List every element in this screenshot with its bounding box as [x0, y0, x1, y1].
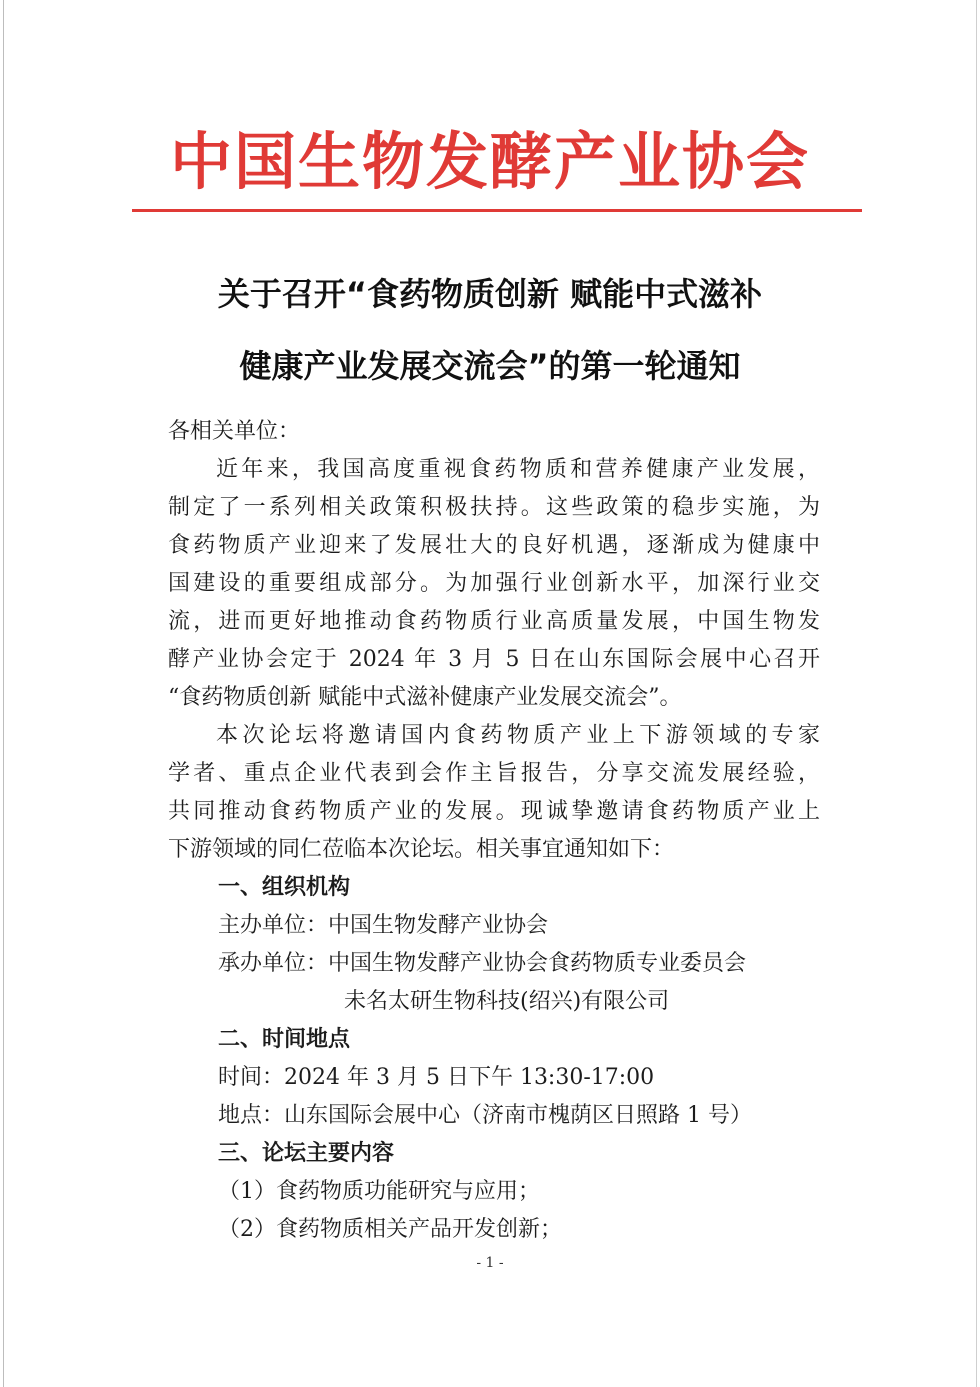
page-edge-right [976, 0, 977, 1387]
salutation: 各相关单位： [168, 419, 301, 444]
letterhead-red-rule [132, 209, 862, 212]
organizer-unit: 承办单位：中国生物发酵产业协会食药物质专业委员会 [218, 951, 747, 976]
section-3-heading: 三、论坛主要内容 [218, 1141, 395, 1166]
host-unit: 主办单位：中国生物发酵产业协会 [218, 913, 549, 938]
organizer-unit-continued: 未名太研生物科技(绍兴)有限公司 [344, 989, 670, 1014]
paragraph-1-line: 制定了一系列相关政策积极扶持。这些政策的稳步实施，为 [168, 495, 820, 520]
paragraph-2-line: 共同推动食药物质产业的发展。现诚挚邀请食药物质产业上 [168, 799, 820, 824]
forum-topic-item: （2）食药物质相关产品开发创新； [218, 1217, 562, 1242]
forum-topic-item: （1）食药物质功能研究与应用； [218, 1179, 540, 1204]
page-number: - 1 - [476, 1255, 504, 1271]
event-time: 时间：2024 年 3 月 5 日下午 13:30-17:00 [218, 1065, 655, 1090]
page-edge-left [3, 0, 4, 1387]
paragraph-1-line: 国建设的重要组成部分。为加强行业创新水平，加深行业交 [168, 571, 820, 596]
letterhead-org-name: 中国生物发酵产业协会 [169, 125, 810, 198]
paragraph-1-line: 近年来，我国高度重视食药物质和营养健康产业发展， [216, 457, 820, 482]
section-1-heading: 一、组织机构 [218, 875, 351, 900]
notice-title-line-2: 健康产业发展交流会”的第一轮通知 [239, 347, 741, 385]
paragraph-2-line: 学者、重点企业代表到会作主旨报告，分享交流发展经验， [168, 761, 820, 786]
paragraph-2-line: 本次论坛将邀请国内食药物质产业上下游领域的专家 [216, 723, 820, 748]
notice-title-line-1: 关于召开“食药物质创新 赋能中式滋补 [217, 275, 763, 313]
section-2-heading: 二、时间地点 [218, 1027, 351, 1052]
paragraph-1-line: “食药物质创新 赋能中式滋补健康产业发展交流会”。 [168, 685, 682, 710]
paragraph-1-line: 酵产业协会定于 2024 年 3 月 5 日在山东国际会展中心召开 [168, 647, 820, 672]
paragraph-2-line: 下游领域的同仁莅临本次论坛。相关事宜通知如下： [168, 837, 675, 862]
event-place: 地点：山东国际会展中心（济南市槐荫区日照路 1 号） [218, 1103, 752, 1128]
paragraph-1-line: 食药物质产业迎来了发展壮大的良好机遇，逐渐成为健康中 [168, 533, 820, 558]
paragraph-1-line: 流，进而更好地推动食药物质行业高质量发展，中国生物发 [168, 609, 820, 634]
